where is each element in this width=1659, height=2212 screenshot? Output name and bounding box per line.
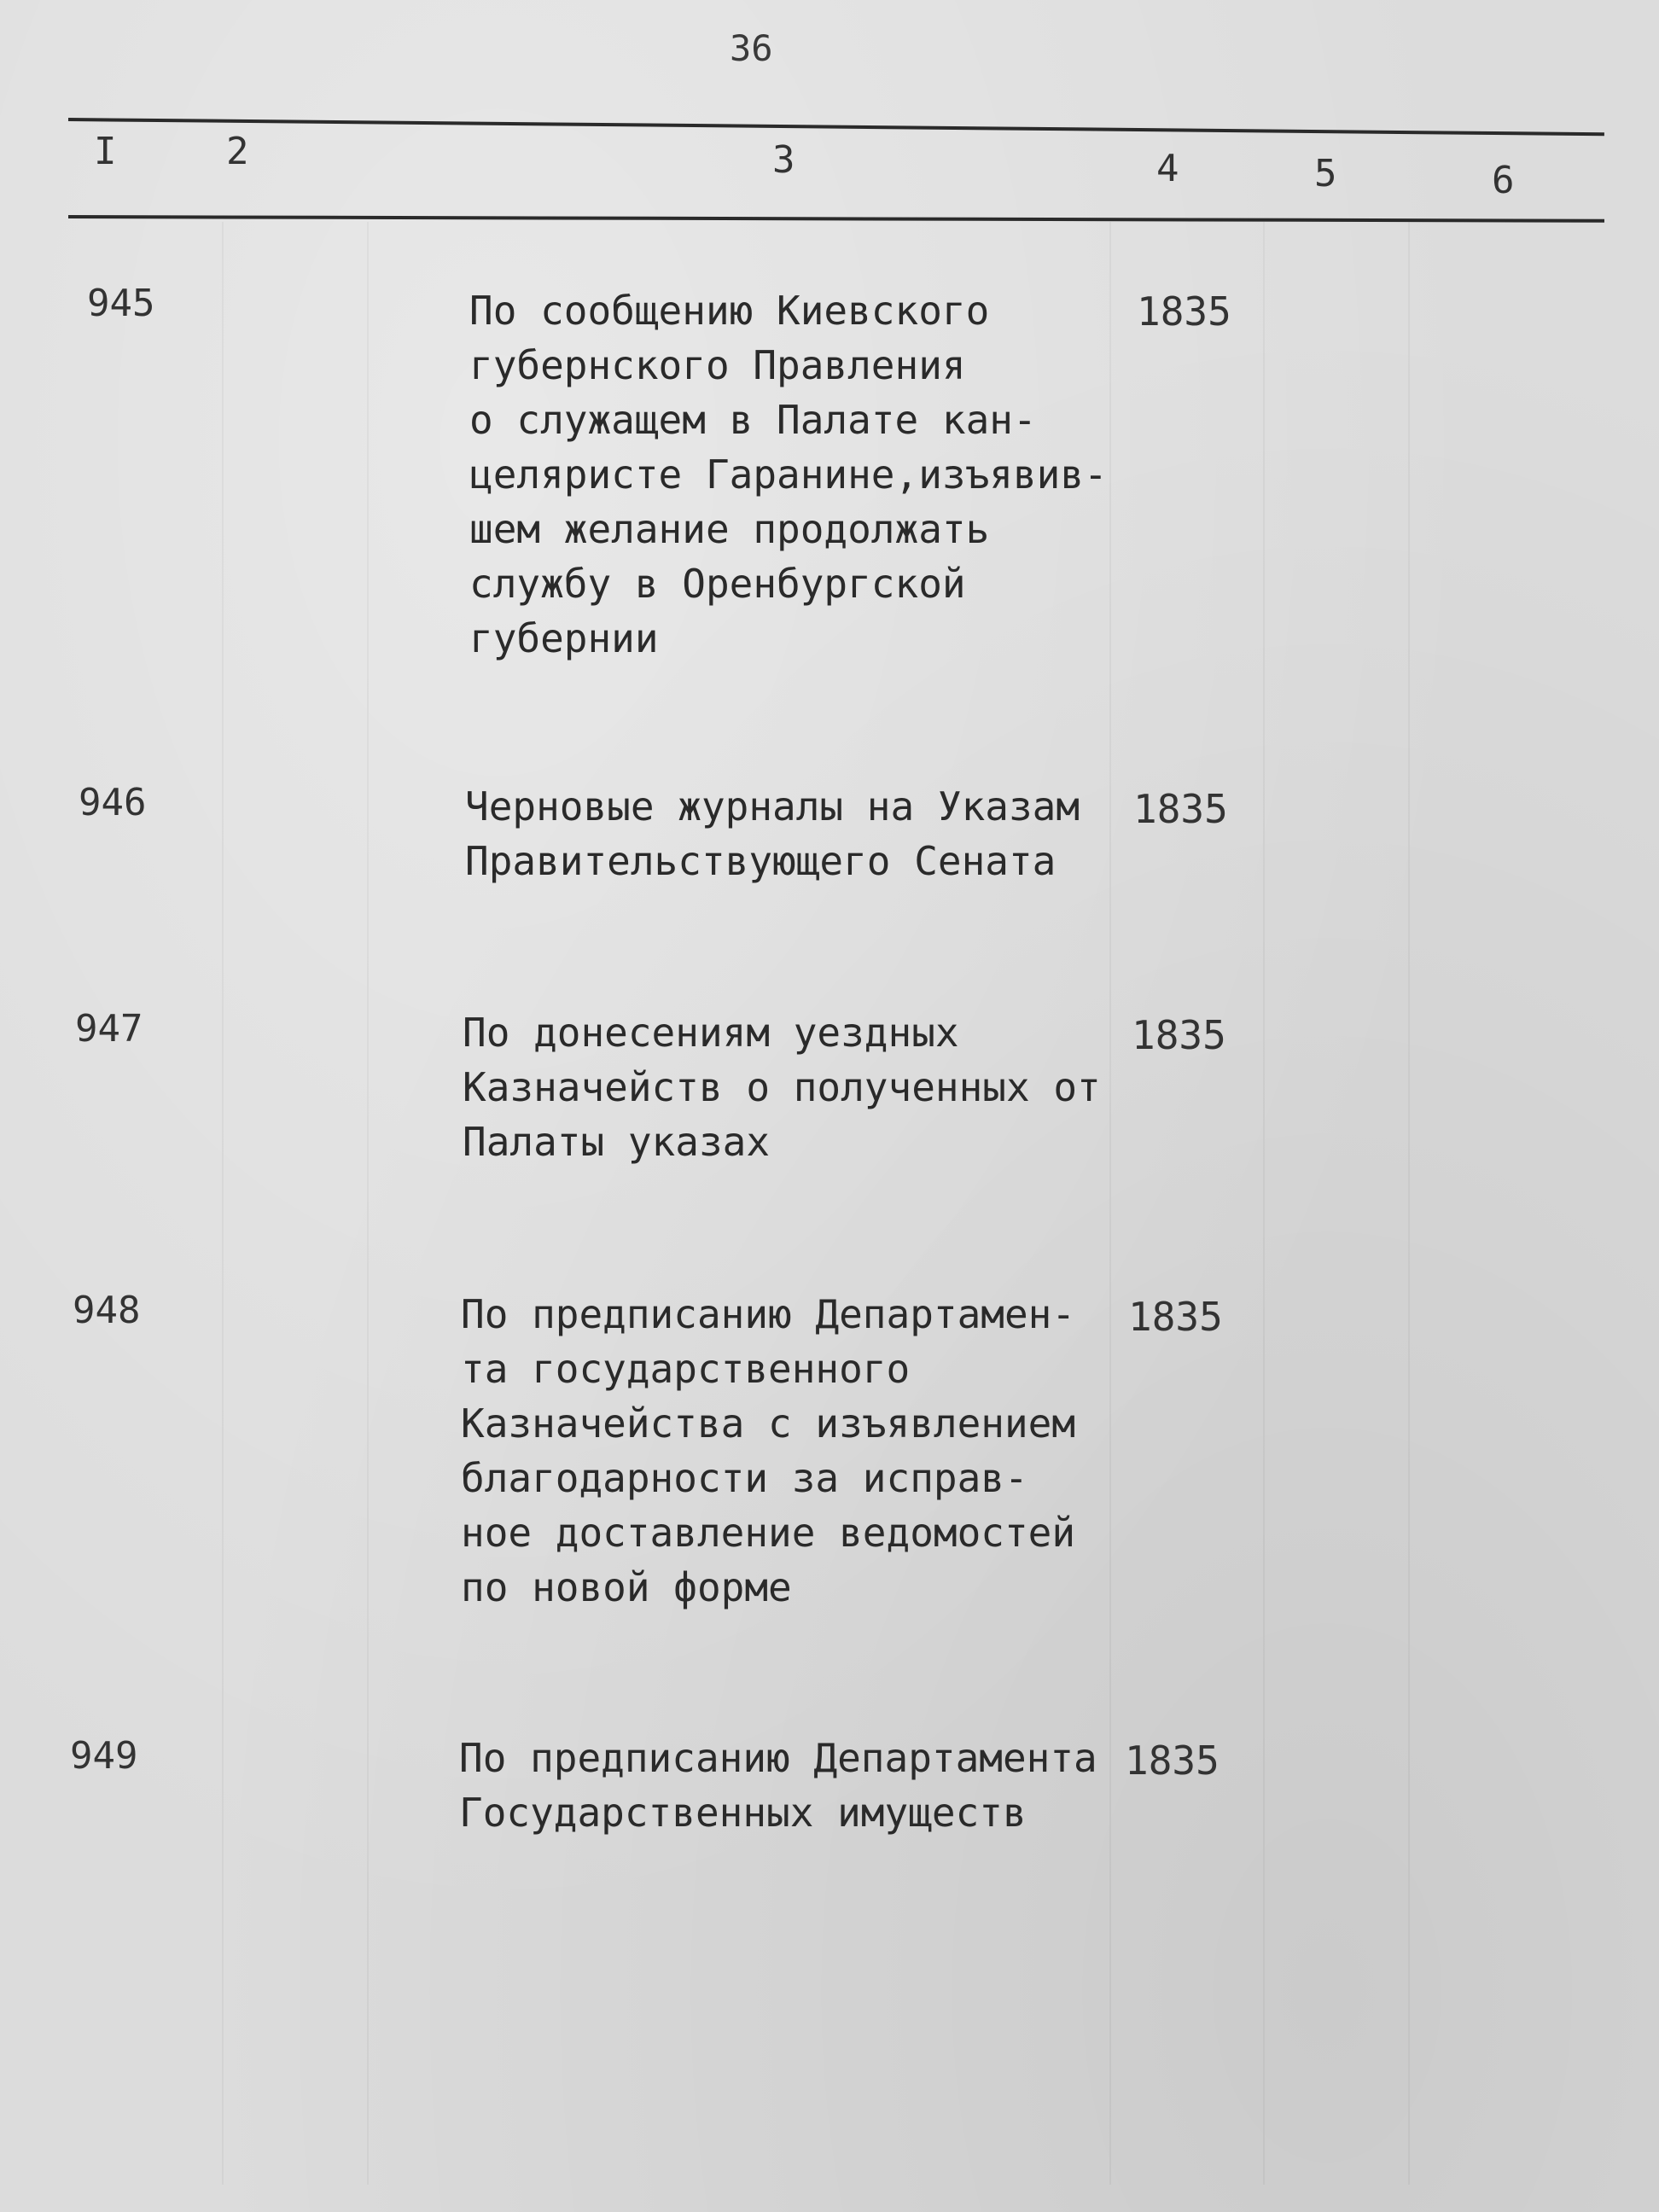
entry-year: 1835 <box>1137 288 1231 335</box>
entry-year: 1835 <box>1128 1294 1223 1340</box>
entry-year: 1835 <box>1125 1738 1220 1784</box>
entry-title: Черновые журналы на Указам Правительствующего Сената <box>465 783 1080 884</box>
entry-title: По предписанию Департамен- та государственного Казначейства с изъявлением благодарности за исправ- ное доставление ведомостей по новой форме <box>461 1291 1076 1610</box>
entry-title: По предписанию Департамента Государственных имуществ <box>459 1735 1097 1836</box>
entry-number: 945 <box>87 282 155 325</box>
column-header-1: I <box>94 130 117 173</box>
entry-number: 948 <box>73 1289 141 1332</box>
column-divider <box>222 222 224 2185</box>
column-header-4: 4 <box>1156 147 1179 190</box>
entry-number: 949 <box>70 1734 138 1778</box>
entry-year: 1835 <box>1133 786 1228 832</box>
column-header-5: 5 <box>1314 152 1337 195</box>
table-header-rule <box>68 215 1604 223</box>
table-top-rule <box>68 118 1604 136</box>
entry-number: 946 <box>79 781 147 824</box>
entry-title: По донесениям уездных Казначейств о полученных от Палаты указах <box>463 1010 1101 1165</box>
column-header-2: 2 <box>226 130 249 173</box>
page-number: 36 <box>730 27 773 69</box>
entry-title: По сообщению Киевского губернского Правления о служащем в Палате кан- целяристе Гаранине,изъявив- шем желание продолжать службу в Оренбургской губернии <box>469 288 1108 661</box>
entry-year: 1835 <box>1132 1012 1226 1058</box>
entry-number: 947 <box>75 1007 143 1051</box>
column-divider <box>1109 222 1111 2185</box>
column-divider <box>1263 222 1265 2185</box>
column-header-6: 6 <box>1492 159 1515 202</box>
column-divider <box>367 222 369 2185</box>
column-divider <box>1408 222 1410 2185</box>
column-header-3: 3 <box>772 138 795 182</box>
